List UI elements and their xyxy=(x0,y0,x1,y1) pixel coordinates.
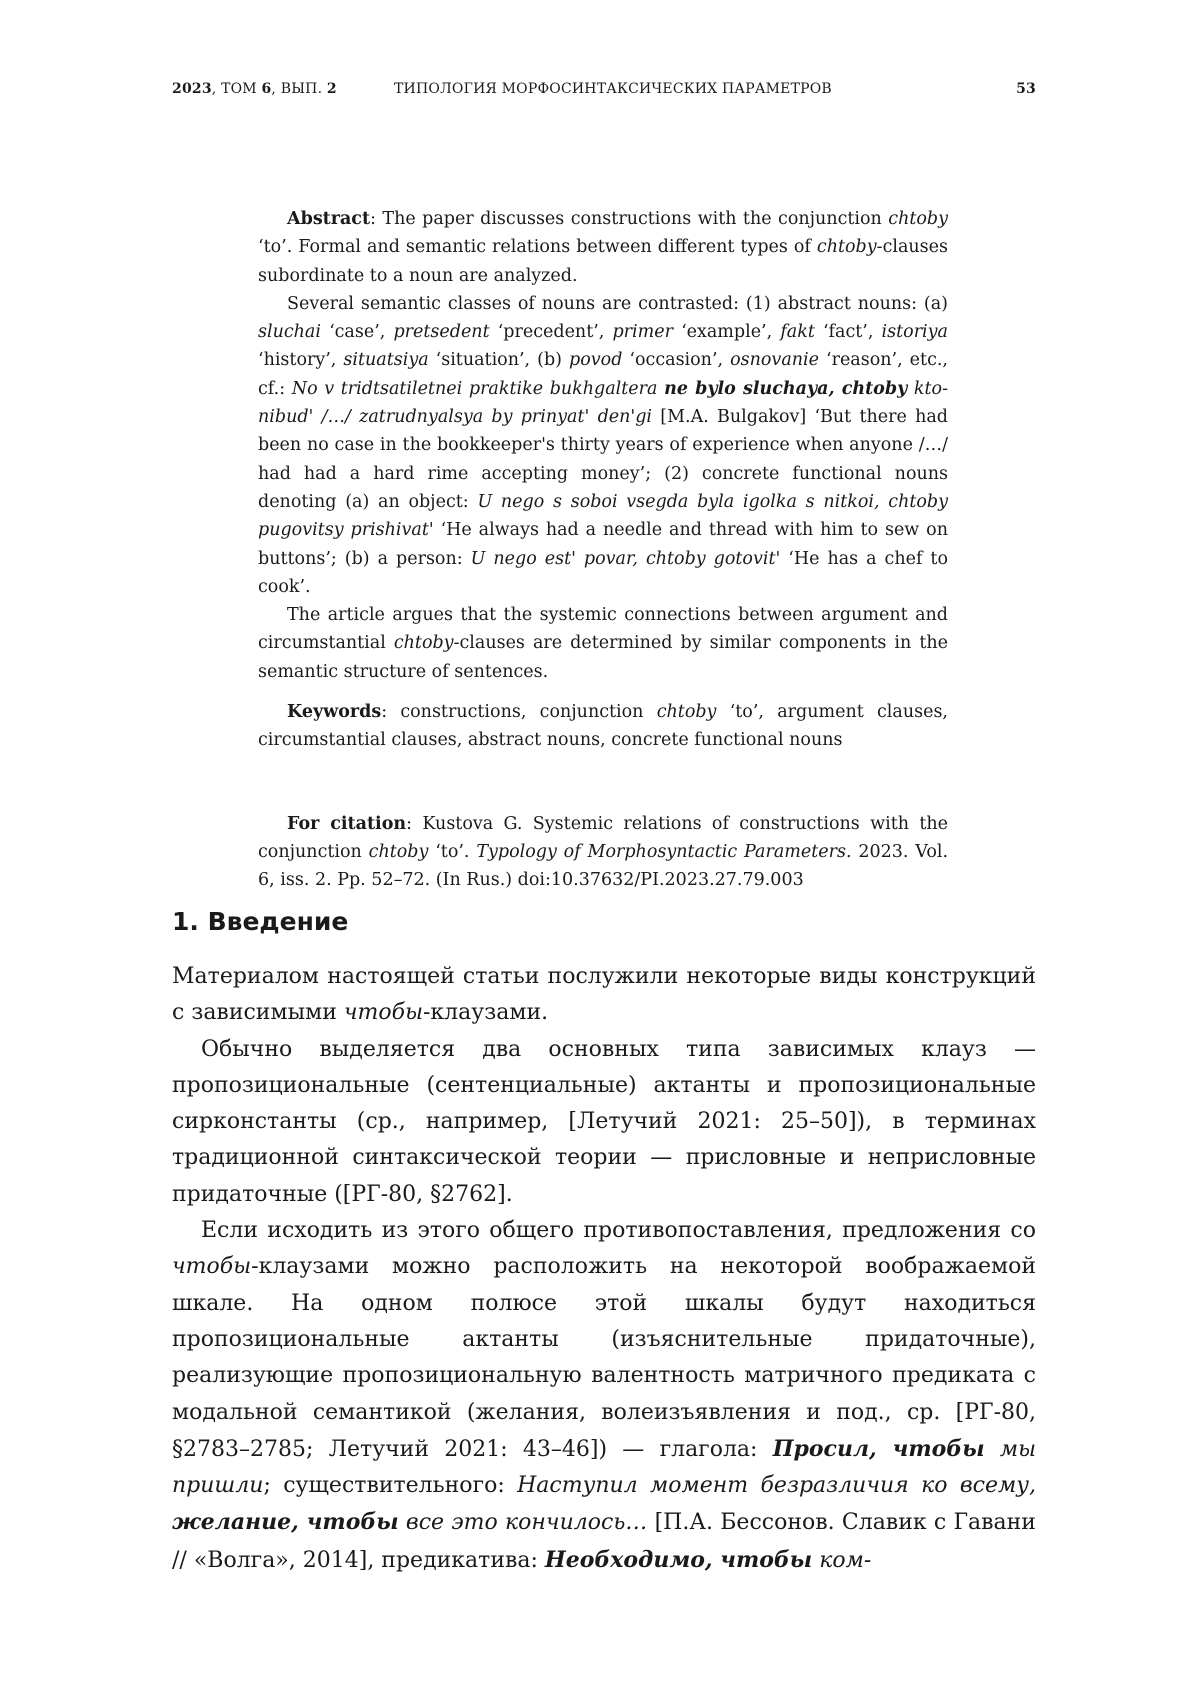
keywords: Keywords: constructions, conjunction chtoby ‘to’, argument clauses, circumstantial clauses, abstract nouns, concrete functional nouns xyxy=(258,702,948,751)
abstract-paragraph-3: The article argues that the systemic connections between argument and circumstantial chtoby-clauses are determined by similar components in the semantic structure of sentences. xyxy=(258,605,948,682)
body-paragraph-2: Обычно выделяется два основных типа зависимых клауз — пропозициональные (сентенциальные) актанты и пропозициональные сирконстанты (ср., например, [Летучий 2021: 25–50]), в терминах традиционной синтаксической теории — присловные и неприсловные придаточные ([РГ-80, §2762]. xyxy=(172,1036,1036,1207)
header-journal-title: ТИПОЛОГИЯ МОРФОСИНТАКСИЧЕСКИХ ПАРАМЕТРОВ xyxy=(394,81,832,97)
section-heading: 1. Введение xyxy=(172,907,349,936)
abstract-paragraph-2: Several semantic classes of nouns are contrasted: (1) abstract nouns: (a) sluchai ‘case’, pretsedent ‘precedent’, primer ‘example’, fakt ‘fact’, istoriya ‘history’, situatsiya ‘situation’, (b) povod ‘occasion’, osnovanie ‘reason’, etc., cf.: No v tridtsatiletnei praktike bukhgaltera ne bylo sluchaya, chtoby kto-nibud' /…/ zatrudnyalsya by prinyat' den'gi [M.A. Bulgakov] ‘But there had been no case in the bookkeeper's thirty years of experience when anyone /…/ had had a hard rime accepting money’; (2) concrete functional nouns denoting (a) an object: U nego s soboi vsegda byla igolka s nitkoi, chtoby pugovitsy prishivat' ‘He always had a needle and thread with him to sew on buttons’; (b) a person: U nego est' povar, chtoby gotovit' ‘He has a chef to cook’. xyxy=(258,293,949,597)
running-header xyxy=(172,81,1036,103)
body-text xyxy=(172,959,1036,1579)
body-paragraph-3: Если исходить из этого общего противопоставления, предложения со чтобы-клаузами можно расположить на некоторой воображаемой шкале. На одном полюсе этой шкалы будут находиться пропозициональные актанты (изъяснительные придаточные), реализующие пропозициональную валентность матричного предиката с модальной семантикой (желания, волеизъявления и под., ср. [РГ-80, §2783–2785; Летучий 2021: 43–46]) — глагола: Просил, чтобы мы пришли; существительного: Наступил момент безразличия ко всему, желание, чтобы все это кончилось… [П.А. Бессонов. Славик с Гавани // «Волга», 2014], предикатива: Необходимо, чтобы ком- xyxy=(172,1218,1037,1573)
abstract-paragraph: Abstract: The paper discusses constructions with the conjunction chtoby ‘to’. Formal and semantic relations between different types of chtoby-clauses subordinate to a noun are analyzed. xyxy=(258,209,948,286)
header-issue-info: 2023, ТОМ 6, ВЫП. 2 xyxy=(172,81,337,97)
body-paragraph-1: Материалом настоящей статьи послужили некоторые виды конструкций с зависимыми чтобы-клаузами. xyxy=(172,964,1036,1026)
citation: For citation: Kustova G. Systemic relations of constructions with the conjunction chtoby ‘to’. Typology of Morphosyntactic Parameters. 2023. Vol. 6, iss. 2. Pp. 52–72. (In Rus.) doi:10.37632/PI.2023.27.79.003 xyxy=(258,813,949,891)
page-number: 53 xyxy=(1016,81,1036,97)
abstract-block xyxy=(258,205,948,895)
